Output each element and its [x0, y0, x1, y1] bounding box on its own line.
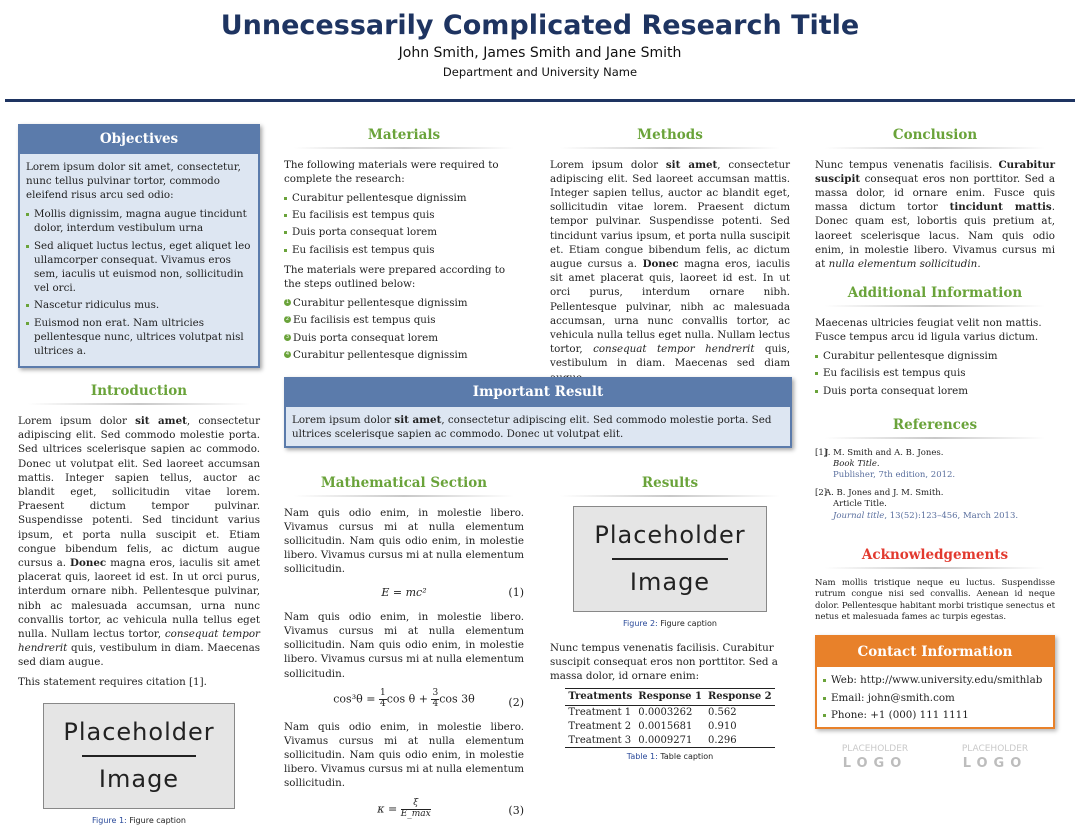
- fraction: [379, 689, 387, 710]
- list-item: [284, 331, 524, 345]
- equation-text: κ =: [377, 802, 398, 816]
- text-run: , consectetur adipiscing elit. Sed commodo molestie porta. Sed ultrices scelerisque sapien ac commodo. Donec ut volutpat elit.: [292, 413, 772, 440]
- table-header-row: [565, 689, 774, 706]
- figure-2-caption: [550, 618, 790, 629]
- italic-text: consequat tempor hendrerit: [18, 627, 260, 655]
- text-run: Nunc tempus venenatis facilisis.: [815, 158, 999, 171]
- materials-list: [284, 191, 524, 257]
- table-cell: 0.0015681: [638, 720, 693, 732]
- text-run: quis, vestibulum in diam. Maecenas sed diam augue.: [18, 642, 260, 669]
- important-result-title: Important Result: [286, 379, 790, 407]
- objectives-title: Objectives: [20, 126, 258, 154]
- section-rule: [825, 437, 1045, 439]
- caption-text: Figure caption: [660, 618, 717, 628]
- numerator: 3: [432, 687, 439, 698]
- introduction-paragraph: [18, 414, 260, 670]
- section-rule: [825, 147, 1045, 149]
- bold-text: sit amet: [665, 158, 718, 171]
- list-item: Eu facilisis est tempus quis: [815, 366, 1055, 380]
- poster-title: Unnecessarily Complicated Research Title: [220, 10, 860, 41]
- column-4: [815, 126, 1055, 773]
- text-run: consequat eros non porttitor. Sed a massa dolor, id ornare enim. Fusce quis massa dictum tortor: [815, 172, 1055, 214]
- text-run: , consectetur adipiscing elit. Sed commodo molestie porta. Sed ultrices scelerisque sapien ac commodo. Donec ut volutpat elit. Sed laoreet accumsan mattis. Integer sapien tellus, auctor ac blandit eget, sollicitudin vitae lorem. Praesent dictum tempor pulvinar. Suspendisse potenti. Sed tincidunt varius ipsum, et porta nulla suscipit et. Etiam congue bibendum felis, ac dictum augue cursus a.: [18, 414, 260, 569]
- contact-web[interactable]: Web: http://www.university.edu/smithlab: [823, 673, 1047, 687]
- department: Department and University Name: [442, 65, 638, 79]
- caption-text: Figure caption: [129, 815, 186, 825]
- text-run: magna eros, iaculis sit amet placerat quis, laoreet id est. In ut orci purus, interdum ornare nibh. Pellentesque pulvinar, nibh ac malesuada accumsan, urna nunc convallis tortor, ac vehicula nulla tellus eget nulla. Nullam lectus tortor,: [550, 258, 791, 356]
- reference-journal: Journal title: [833, 510, 885, 521]
- italic-text: consequat tempor hendrerit: [593, 343, 755, 356]
- table-cell: 0.910: [707, 720, 737, 732]
- text-run: Lorem ipsum dolor: [550, 158, 666, 171]
- text-run: , consectetur adipiscing elit. Sed laoreet accumsan mattis. Integer sapien tellus, auctor ac blandit eget, sollicitudin vitae lorem. Praesent dictum tempor pulvinar. Suspendisse potenti. Sed tincidunt varius ipsum, et porta nulla suscipit et. Etiam congue bibendum felis, ac dictum augue cursus a.: [550, 158, 790, 271]
- equation-1: [284, 585, 524, 600]
- text-run: .: [977, 258, 981, 271]
- methods-title: Methods: [637, 127, 703, 143]
- column-2-bottom: [284, 474, 524, 829]
- materials-steps: [284, 296, 524, 362]
- contact-title: Contact Information: [817, 637, 1053, 668]
- list-item: Duis porta consequat lorem: [815, 384, 1055, 398]
- reference-publisher: [825, 511, 1018, 522]
- table-header: Response 2: [705, 689, 775, 706]
- list-item: Curabitur pellentesque dignissim: [284, 191, 524, 205]
- equation-text: E = mc²: [381, 585, 427, 599]
- methods-paragraph: [550, 158, 790, 385]
- bold-text: sit amet: [135, 414, 187, 427]
- results-table: [565, 688, 774, 748]
- list-item: Nascetur ridiculus mus.: [26, 298, 252, 312]
- equation-text: cos³θ =: [333, 692, 376, 706]
- additional-info-intro: Maecenas ultricies feugiat velit non mattis. Fusce tempus arcu id ligula varius dictum.: [815, 316, 1042, 344]
- materials-steps-intro: The materials were prepared according to the steps outlined below:: [284, 263, 506, 291]
- list-item: Curabitur pellentesque dignissim: [815, 349, 1055, 363]
- references-title: References: [892, 416, 978, 433]
- citation-paragraph: This statement requires citation [1].: [18, 675, 207, 688]
- equation-number: (2): [508, 695, 524, 709]
- results-paragraph: Nunc tempus venenatis facilisis. Curabitur suscipit consequat eros non porttitor. Sed a massa dolor, id ornare enim:: [550, 641, 778, 683]
- list-item: Euismod non erat. Nam ultricies pellentesque nunc, ultrices volutpat nisl ultrices a.: [26, 316, 252, 359]
- acknowledgements-title: Acknowledgements: [861, 547, 1009, 564]
- list-item: Sed aliquet luctus lectus, eget aliquet leo ullamcorper consequat. Vivamus eros sem, iaculis ut euismod non, sollicitudin vel orci.: [26, 239, 252, 296]
- section-rule: [294, 495, 514, 497]
- step-number-icon: 4: [285, 350, 290, 357]
- table-cell: 0.0003262: [638, 707, 693, 719]
- step-text: Eu facilisis est tempus quis: [293, 314, 436, 327]
- list-item: Eu facilisis est tempus quis: [284, 243, 524, 257]
- authors: John Smith, James Smith and Jane Smith: [398, 45, 682, 61]
- introduction-title: Introduction: [90, 383, 188, 400]
- bold-text: sit amet: [394, 413, 442, 426]
- column-3-top: [550, 126, 790, 390]
- column-1: [18, 124, 260, 826]
- table-cell: 0.0009271: [635, 734, 705, 748]
- equation-text: cos 3θ: [439, 692, 475, 706]
- table-cell: 0.562: [707, 707, 737, 719]
- header-rule: [5, 99, 1075, 102]
- additional-info-title: Additional Information: [847, 285, 1023, 302]
- results-title: Results: [641, 475, 699, 491]
- placeholder-text: Image: [98, 764, 180, 793]
- math-paragraph-2: Nam quis odio enim, in molestie libero. Vivamus cursus mi at nulla elementum sollicitudin. Nam quis odio enim, in molestie libero. Vivamus cursus mi at nulla elementum sollicitudin.: [284, 610, 524, 680]
- section-rule: [294, 147, 514, 149]
- reference-item: [815, 448, 1055, 482]
- equation-3: [284, 799, 524, 820]
- step-number-icon: 2: [285, 316, 290, 323]
- reference-authors: A. B. Jones and J. M. Smith.: [825, 487, 944, 498]
- step-text: Curabitur pellentesque dignissim: [293, 297, 468, 310]
- step-number-icon: 3: [285, 333, 290, 340]
- placeholder-divider: [82, 755, 196, 757]
- table-row: [565, 734, 774, 748]
- text-run: quis, vestibulum in diam. Maecenas sed diam: [550, 343, 790, 370]
- step-text: Duis porta consequat lorem: [293, 331, 439, 344]
- materials-title: Materials: [367, 127, 441, 143]
- section-rule: [825, 305, 1045, 307]
- reference-item: [815, 488, 1055, 522]
- math-paragraph-3: Nam quis odio enim, in molestie libero. Vivamus cursus mi at nulla elementum sollicitudin. Nam quis odio enim, in molestie libero. Vivamus cursus mi at nulla elementum sollicitudin.: [284, 720, 524, 790]
- text-run: magna eros, iaculis sit amet placerat quis, laoreet id est. In ut orci purus, interdum ornare nibh. Pellentesque pulvinar, nibh ac malesuada accumsan, urna nunc convallis tortor, ac vehicula nulla tellus eget nulla. Nullam lectus tortor,: [18, 556, 260, 640]
- reference-publisher: Publisher, 7th edition, 2012.: [833, 470, 956, 481]
- caption-label: Figure 1:: [92, 815, 127, 825]
- text-run: Lorem ipsum dolor: [18, 414, 136, 427]
- equation-number: (3): [508, 803, 524, 817]
- caption-text: Table caption: [660, 752, 714, 762]
- denominator: 4: [379, 698, 386, 709]
- reference-number: [2]: [815, 487, 828, 498]
- figure-1-caption: [18, 815, 260, 826]
- logos: [815, 743, 1055, 773]
- placeholder-text: Placeholder: [594, 520, 746, 549]
- table-cell: Treatment 3: [565, 734, 635, 748]
- bold-text: tincidunt mattis: [949, 201, 1052, 214]
- column-3-bottom: [550, 474, 790, 762]
- contact-list: [817, 667, 1053, 727]
- placeholder-text: Placeholder: [63, 717, 215, 746]
- text-run: . Donec quam est, lobortis quis pretium at, laoreet scelerisque lacus. Nam quis odio enim, in molestie libero. Vivamus cursus mi at: [815, 201, 1055, 271]
- numerator: ξ: [401, 799, 431, 810]
- placeholder-divider: [612, 558, 727, 560]
- table-header: Response 1: [635, 689, 705, 706]
- list-item: [284, 313, 524, 327]
- table-cell: 0.296: [705, 734, 775, 748]
- list-item: [284, 348, 524, 362]
- placeholder-image-2: [573, 506, 767, 612]
- logo-text: LOGO: [962, 756, 1028, 772]
- list-item: Eu facilisis est tempus quis: [284, 208, 524, 222]
- references-list: [815, 448, 1055, 523]
- step-text: Curabitur pellentesque dignissim: [293, 348, 468, 361]
- reference-body: [825, 488, 1018, 522]
- section-rule: [825, 567, 1045, 569]
- contact-phone: Phone: +1 (000) 111 1111: [823, 708, 1047, 722]
- materials-intro: The following materials were required to complete the research:: [284, 158, 499, 185]
- list-item: Duis porta consequat lorem: [284, 225, 524, 239]
- reference-title: Article Title.: [833, 499, 887, 510]
- placeholder-logo-1: [842, 743, 908, 773]
- list-item: Mollis dignissim, magna augue tincidunt dolor, interdum vestibulum urna: [26, 207, 252, 235]
- step-number-icon: 1: [285, 299, 290, 306]
- acknowledgements-text: Nam mollis tristique neque eu luctus. Suspendisse rutrum congue nisi sed convallis. Aenean id neque dolor. Pellentesque habitant morbi tristique senectus et netus et malesuada fames ac turpis egestas.: [815, 577, 1055, 623]
- math-title: Mathematical Section: [320, 475, 488, 491]
- bold-text: Curabitur suscipit: [815, 158, 1055, 185]
- column-2-top: [284, 126, 524, 368]
- contact-block: [815, 635, 1055, 729]
- section-rule: [560, 495, 780, 497]
- conclusion-title: Conclusion: [892, 127, 978, 143]
- important-result-block: [284, 377, 792, 448]
- important-result-body: [286, 407, 790, 446]
- caption-label: Figure 2:: [623, 618, 658, 628]
- table-header: Treatments: [565, 689, 635, 706]
- contact-email[interactable]: Email: john@smith.com: [823, 691, 1047, 705]
- math-paragraph-1: Nam quis odio enim, in molestie libero. Vivamus cursus mi at nulla elementum sollicitudin. Nam quis odio enim, in molestie libero. Vivamus cursus mi at nulla elementum sollicitudin.: [284, 506, 524, 576]
- logo-text: LOGO: [842, 756, 908, 772]
- reference-title: Book Title.: [833, 458, 880, 469]
- placeholder-text: Image: [629, 567, 711, 596]
- bold-text: Donec: [642, 258, 679, 271]
- logo-text: PLACEHOLDER: [841, 744, 909, 755]
- reference-authors: J. M. Smith and A. B. Jones.: [825, 447, 944, 458]
- italic-text: nulla elementum sollicitudin: [828, 258, 978, 271]
- poster-header: [0, 0, 1080, 104]
- reference-details: , 13(52):123–456, March 2013.: [884, 510, 1019, 521]
- table-row: [565, 706, 774, 720]
- text-run: Lorem ipsum dolor: [292, 413, 395, 426]
- list-item: [284, 296, 524, 310]
- equation-2: [284, 689, 524, 710]
- objectives-block: [18, 124, 260, 368]
- objectives-body: [20, 154, 258, 367]
- fraction: [401, 799, 431, 820]
- conclusion-paragraph: [815, 158, 1055, 272]
- placeholder-image-1: [43, 703, 235, 809]
- reference-number: [1]: [815, 447, 828, 458]
- numerator: 1: [379, 687, 386, 698]
- table-cell: Treatment 1: [568, 707, 632, 719]
- equation-text: cos θ +: [386, 692, 428, 706]
- placeholder-logo-2: [962, 743, 1028, 773]
- section-rule: [560, 147, 780, 149]
- additional-info-list: [815, 349, 1055, 398]
- denominator: E_max: [400, 808, 431, 819]
- logo-text: PLACEHOLDER: [961, 744, 1029, 755]
- table-cell: Treatment 2: [568, 720, 632, 732]
- reference-body: [825, 448, 955, 482]
- table-1-caption: [550, 751, 790, 762]
- equation-number: (1): [508, 585, 524, 599]
- objectives-intro: Lorem ipsum dolor sit amet, consectetur, nunc tellus pulvinar tortor, commodo eleifend risus arcu sed odio:: [26, 160, 241, 202]
- objectives-list: [26, 207, 252, 358]
- section-rule: [28, 403, 250, 405]
- table-row: [565, 720, 774, 734]
- bold-text: Donec: [70, 556, 107, 569]
- denominator: 4: [432, 698, 439, 709]
- caption-label: Table 1:: [626, 752, 658, 762]
